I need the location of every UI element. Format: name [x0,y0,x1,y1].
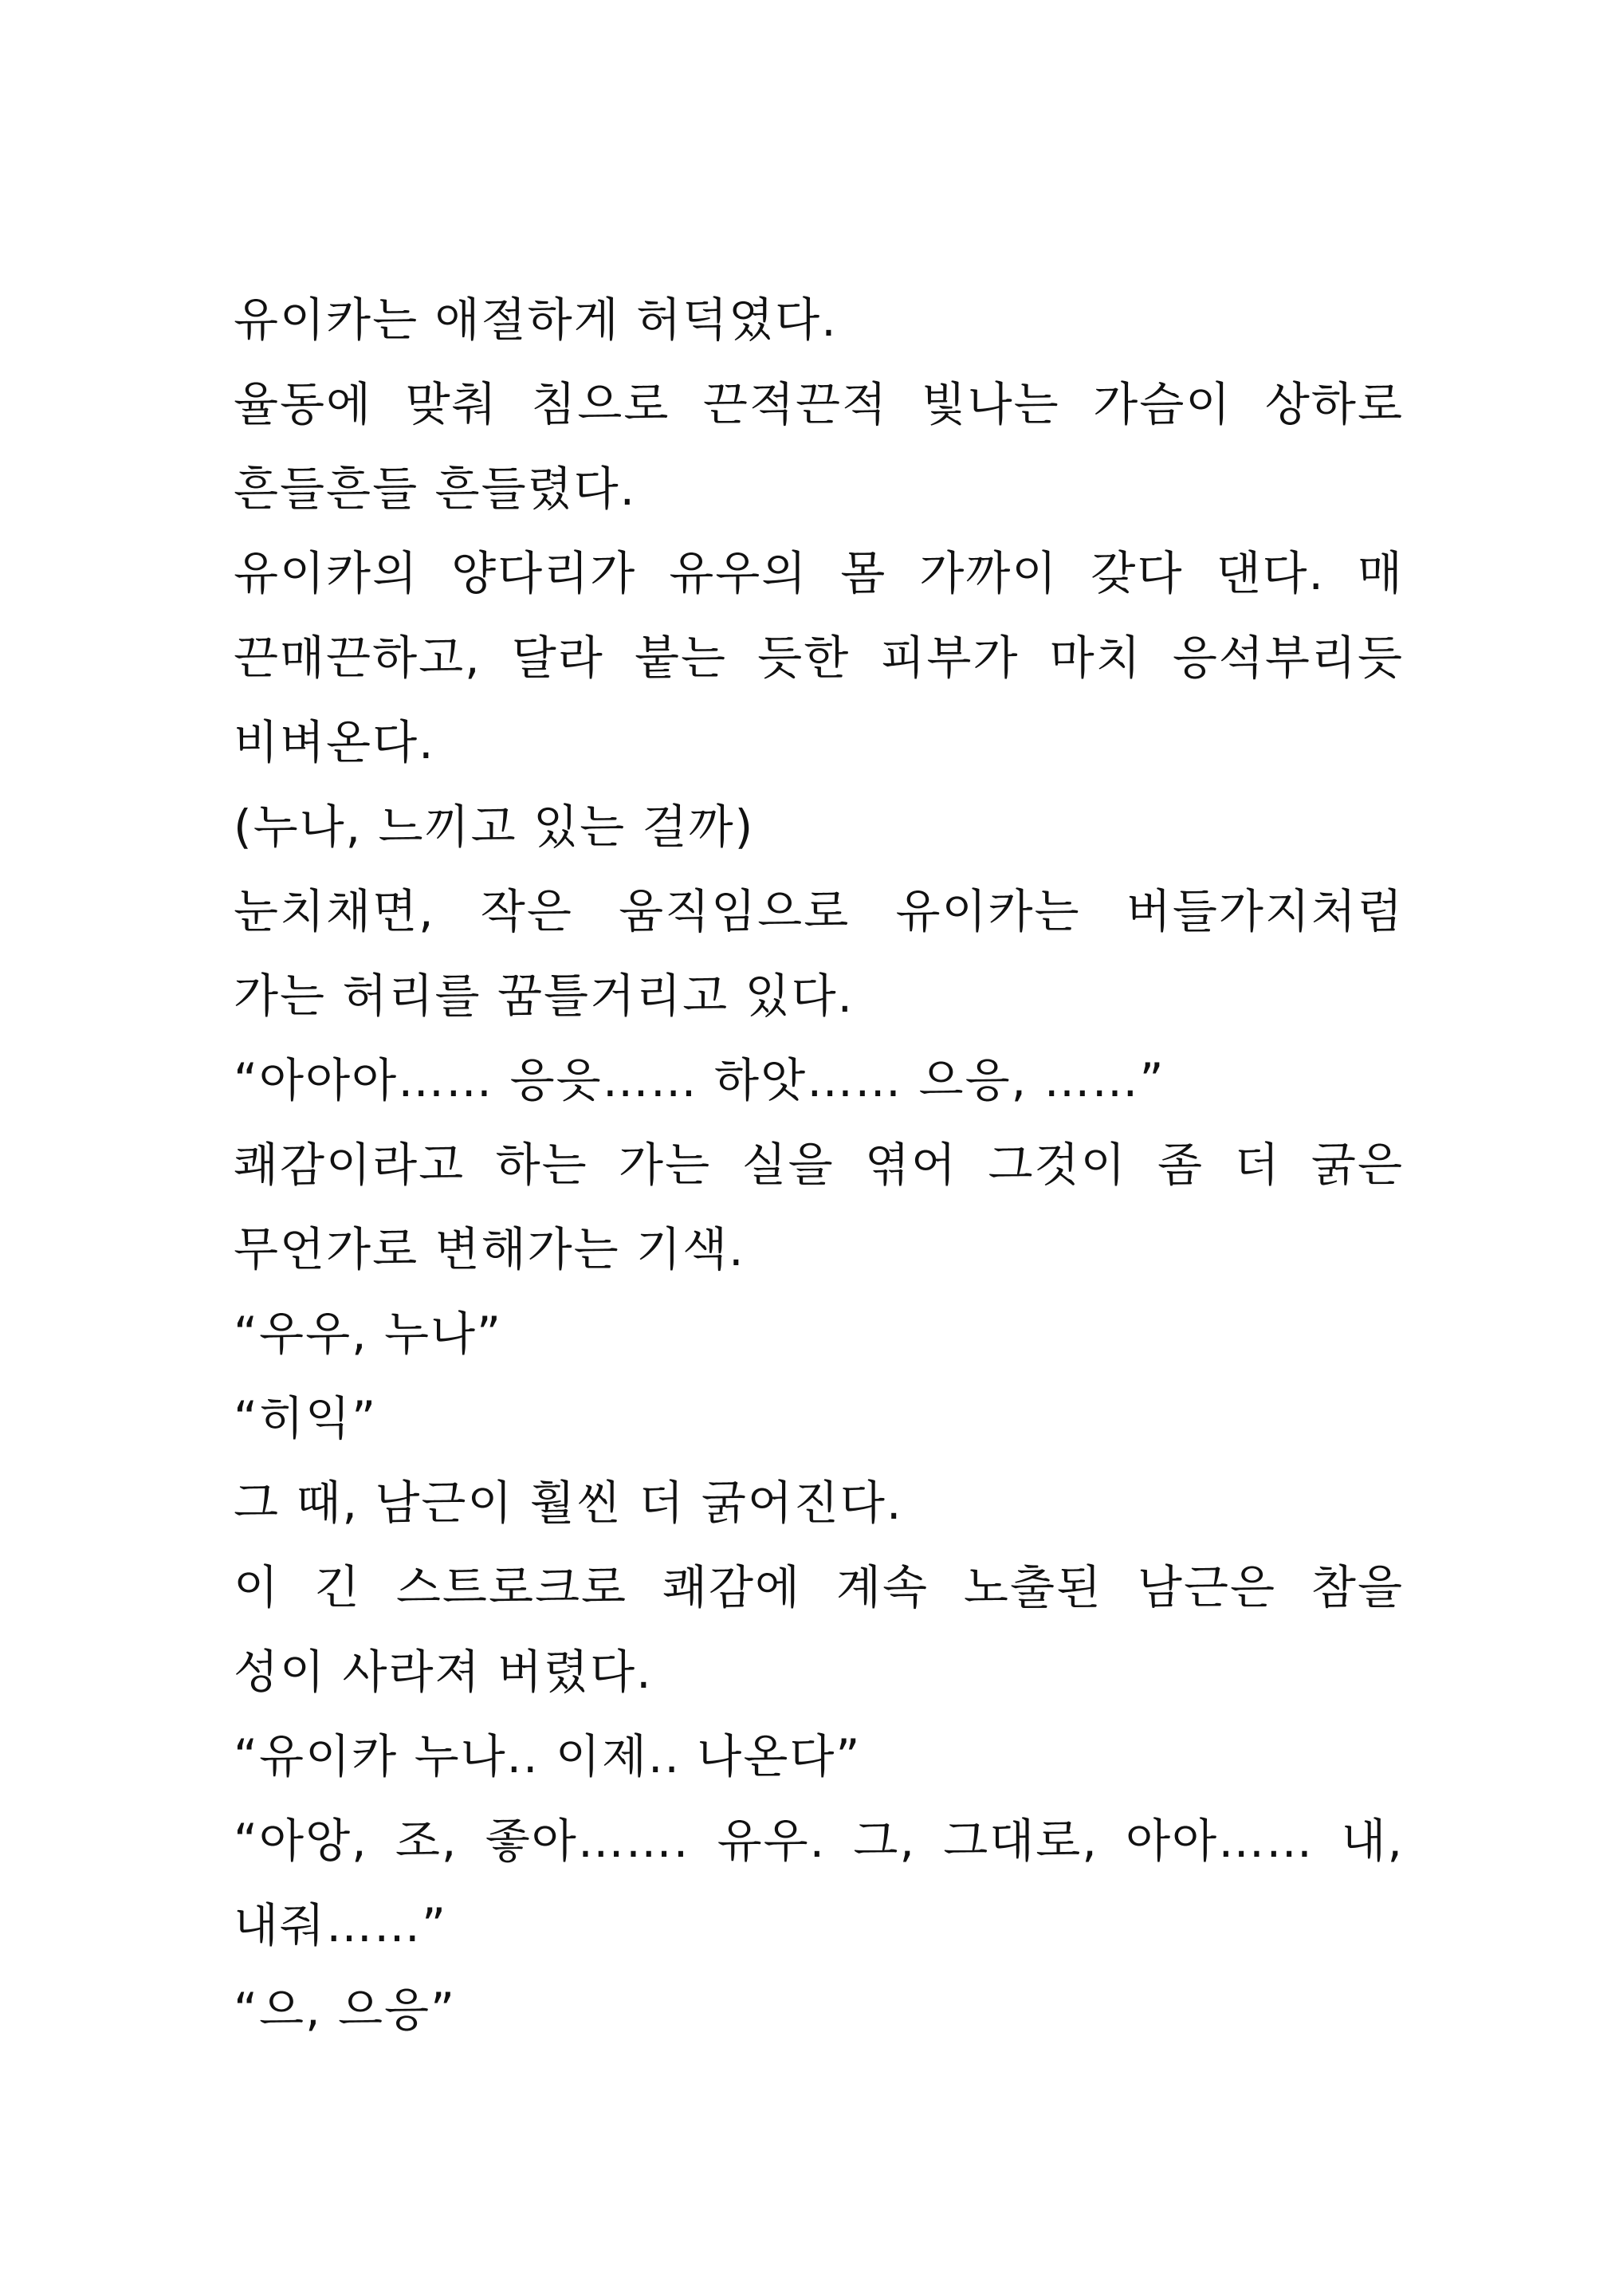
text-line: 무언가로 변해가는 기색. [234,1222,745,1276]
body-text [234,277,1404,2052]
text-line: 쾌감이라고 하는 가는 실을 엮어 그것이 좀 더 굵은 [234,1138,1404,1192]
text-line: “유이카 누나.. 이제.. 나온다” [234,1729,862,1783]
text-line: 성이 사라져 버렸다. [234,1645,653,1699]
text-line: 유이카는 애절하게 허덕였다. [234,293,838,347]
text-line: “히익” [234,1391,378,1445]
text-line: “아앙, 조, 좋아……. 유우. 그, 그대로, 아아…… 내, [234,1814,1404,1868]
text-line: 그 때, 남근이 훨씬 더 굵어진다. [234,1476,903,1530]
text-line: 유이카의 양다리가 유우의 몸 가까이 갖다 댄다. 매 [234,546,1404,600]
text-line: 흔들흔들 흔들렸다. [234,462,637,516]
text-line: 율동에 맞춰 침으로 끈적끈적 빛나는 가슴이 상하로 [234,377,1404,431]
text-line: 가는 허리를 꿈틀거리고 있다. [234,969,855,1023]
text-line: 내줘……” [234,1898,448,1952]
text-line: “우우, 누나” [234,1307,503,1361]
text-line: (누나, 느끼고 있는 걸까) [234,800,755,854]
text-line: 이 긴 스트로크로 쾌감에 계속 노출된 남근은 참을 [234,1560,1404,1614]
text-line: 비벼온다. [234,715,435,769]
text-line: 끈매끈하고, 달라 붙는 듯한 피부가 마치 응석부리듯 [234,631,1404,685]
text-line: “으, 으응” [234,1983,457,2037]
text-line: “아아아…… 응읏…… 하앗…… 으응, ……” [234,1053,1165,1107]
text-line: 눈치채면, 작은 움직임으로 유이카는 버들가지처럼 [234,884,1404,938]
